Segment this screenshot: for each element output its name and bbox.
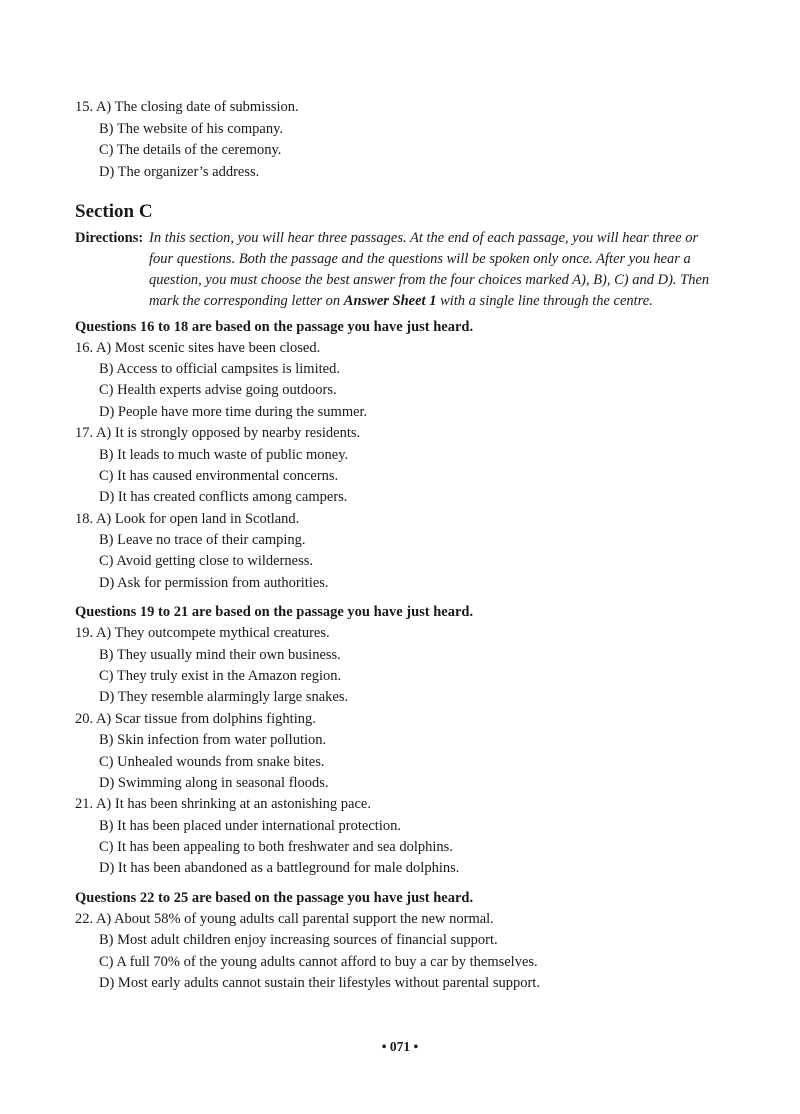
page-number: • 071 • xyxy=(381,1039,419,1054)
q22-option-d: D) Most early adults cannot sustain their lifestyles without parental support. xyxy=(99,975,540,991)
q21-option-d: D) It has been abandoned as a battleground for male dolphins. xyxy=(99,860,460,876)
q17-option-d: D) It has created conflicts among campers. xyxy=(99,489,348,505)
q21-option-a: 21. A) It has been shrinking at an astonishing pace. xyxy=(75,796,371,812)
q22-option-c: C) A full 70% of the young adults cannot afford to buy a car by themselves. xyxy=(99,954,538,970)
q21-option-b: B) It has been placed under international protection. xyxy=(99,818,401,834)
directions-line-4: mark the corresponding letter on Answer Sheet 1 with a single line through the centre. xyxy=(149,293,653,309)
q19-option-a: 19. A) They outcompete mythical creatures. xyxy=(75,625,330,641)
directions-label: Directions: xyxy=(75,230,144,246)
q16-option-c: C) Health experts advise going outdoors. xyxy=(99,382,337,398)
q17-option-b: B) It leads to much waste of public money. xyxy=(99,447,349,463)
directions-line-3: question, you must choose the best answer from the four choices marked A), B), C) and D). Then xyxy=(149,272,710,288)
answer-sheet-emphasis: Answer Sheet 1 xyxy=(343,293,437,309)
q18-option-d: D) Ask for permission from authorities. xyxy=(99,575,329,591)
q16-option-d: D) People have more time during the summer. xyxy=(99,404,368,420)
q20-option-c: C) Unhealed wounds from snake bites. xyxy=(99,754,325,770)
q18-option-c: C) Avoid getting close to wilderness. xyxy=(99,553,313,569)
group-heading-22-25: Questions 22 to 25 are based on the passage you have just heard. xyxy=(75,890,474,906)
section-title: Section C xyxy=(75,201,153,222)
directions-line-1: In this section, you will hear three passages. At the end of each passage, you will hear three or xyxy=(149,230,699,246)
q22-option-b: B) Most adult children enjoy increasing sources of financial support. xyxy=(99,932,498,948)
q18-option-b: B) Leave no trace of their camping. xyxy=(99,532,306,548)
q20-option-b: B) Skin infection from water pollution. xyxy=(99,732,327,748)
group-heading-19-21: Questions 19 to 21 are based on the passage you have just heard. xyxy=(75,604,474,620)
directions-line-2: four questions. Both the passage and the questions will be spoken only once. After you hear a xyxy=(149,251,691,267)
q15-option-b: B) The website of his company. xyxy=(99,121,284,137)
q18-option-a: 18. A) Look for open land in Scotland. xyxy=(75,511,300,527)
q21-option-c: C) It has been appealing to both freshwater and sea dolphins. xyxy=(99,839,453,855)
q15-option-c: C) The details of the ceremony. xyxy=(99,142,282,158)
q17-option-a: 17. A) It is strongly opposed by nearby residents. xyxy=(75,425,361,441)
q15-option-d: D) The organizer’s address. xyxy=(99,164,260,180)
q15-option-a: 15. A) The closing date of submission. xyxy=(75,99,299,115)
q17-option-c: C) It has caused environmental concerns. xyxy=(99,468,339,484)
q19-option-c: C) They truly exist in the Amazon region. xyxy=(99,668,342,684)
q20-option-a: 20. A) Scar tissue from dolphins fighting. xyxy=(75,711,316,727)
q19-option-b: B) They usually mind their own business. xyxy=(99,647,341,663)
q20-option-d: D) Swimming along in seasonal floods. xyxy=(99,775,329,791)
q19-option-d: D) They resemble alarmingly large snakes. xyxy=(99,689,349,705)
q22-option-a: 22. A) About 58% of young adults call parental support the new normal. xyxy=(75,911,494,927)
q16-option-a: 16. A) Most scenic sites have been closed. xyxy=(75,340,321,356)
q16-option-b: B) Access to official campsites is limited. xyxy=(99,361,340,377)
group-heading-16-18: Questions 16 to 18 are based on the passage you have just heard. xyxy=(75,319,474,335)
